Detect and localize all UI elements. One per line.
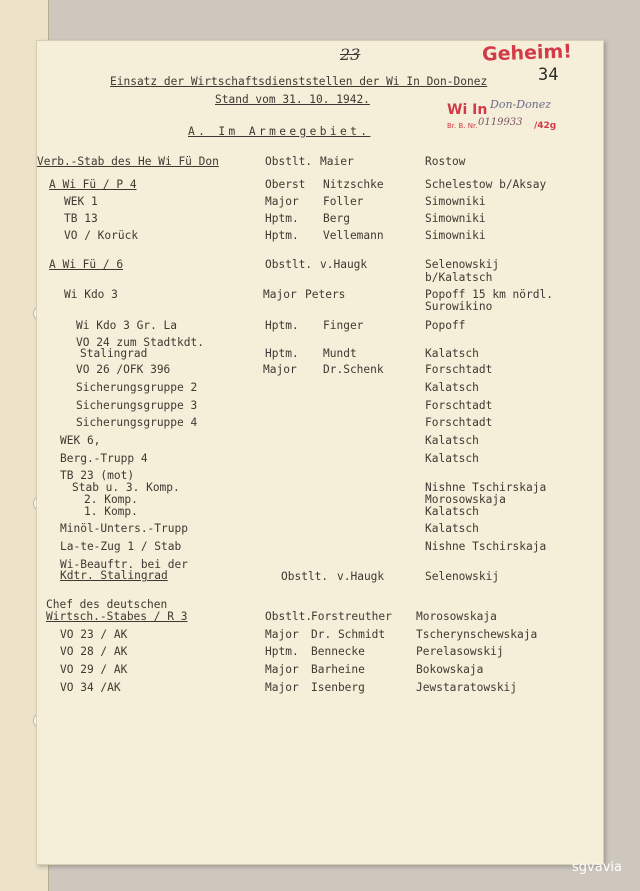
- row-rank: Hptm.: [265, 319, 299, 332]
- row-location: Jewstaratowskij: [416, 681, 518, 694]
- row-unit: La-te-Zug 1 / Stab: [60, 540, 182, 553]
- row-unit-line2: Stalingrad: [80, 347, 148, 360]
- row-unit: Wi Kdo 3: [64, 288, 118, 301]
- row-unit: 1. Komp.: [84, 505, 138, 518]
- row-unit: VO 28 / AK: [60, 645, 128, 658]
- row-location: Kalatsch: [425, 434, 479, 447]
- page-number: 34: [538, 65, 559, 85]
- row-location: Schelestow b/Aksay: [425, 178, 547, 191]
- row-unit: VO 29 / AK: [60, 663, 128, 676]
- row-officer-name: Isenberg: [311, 681, 365, 694]
- row-officer-name: Foller: [323, 195, 364, 208]
- row-officer-name: Vellemann: [323, 229, 384, 242]
- row-unit: Chef des deutschen: [46, 598, 168, 611]
- row-rank: Major: [265, 195, 299, 208]
- row-location: Kalatsch: [425, 381, 479, 394]
- row-unit-line2: Kdtr. Stalingrad: [60, 569, 168, 582]
- row-unit: TB 13: [64, 212, 98, 225]
- row-unit: Verb.-Stab des He Wi Fü Don: [37, 155, 219, 168]
- row-location: Simowniki: [425, 229, 486, 242]
- row-officer-name: Mundt: [323, 347, 357, 360]
- row-rank: Major: [265, 628, 299, 641]
- row-location-line2: b/Kalatsch: [425, 271, 493, 284]
- row-location: Kalatsch: [425, 452, 479, 465]
- document-title: Einsatz der Wirtschaftsdienststellen der Wi In Don-Donez: [110, 75, 488, 88]
- registry-number: 0119933: [478, 117, 523, 128]
- row-officer-name: Peters: [305, 288, 346, 301]
- row-unit: TB 23 (mot): [60, 469, 135, 482]
- row-unit: 2. Komp.: [84, 493, 138, 506]
- row-location: Morosowskaja: [416, 610, 497, 623]
- office-stamp: Wi In: [447, 102, 488, 118]
- row-officer-name: Barheine: [311, 663, 365, 676]
- row-officer-name: Maier: [320, 155, 354, 168]
- row-location: Morosowskaja: [425, 493, 506, 506]
- registry-label: Br. B. Nr.: [447, 122, 478, 130]
- row-rank: Hptm.: [265, 229, 299, 242]
- row-location: Forschtadt: [425, 416, 493, 429]
- registry-suffix: /42g: [534, 121, 557, 131]
- row-rank: Major: [265, 681, 299, 694]
- row-unit: VO / Korück: [64, 229, 139, 242]
- secret-stamp: Geheim!: [481, 40, 573, 66]
- row-unit: VO 26 /OFK 396: [76, 363, 171, 376]
- row-officer-name: v.Haugk: [337, 570, 385, 583]
- row-officer-name: Dr.Schenk: [323, 363, 384, 376]
- row-unit: Minöl-Unters.-Trupp: [60, 522, 188, 535]
- row-rank: Hptm.: [265, 645, 299, 658]
- row-location: Kalatsch: [425, 347, 479, 360]
- row-rank: Hptm.: [265, 347, 299, 360]
- document-subtitle: Stand vom 31. 10. 1942.: [215, 93, 370, 106]
- row-location: Bokowskaja: [416, 663, 484, 676]
- row-unit: Stab u. 3. Komp.: [72, 481, 180, 494]
- row-unit: Wi Kdo 3 Gr. La: [76, 319, 178, 332]
- row-rank: Major: [263, 363, 297, 376]
- row-rank: Obstlt.: [265, 155, 313, 168]
- row-location: Kalatsch: [425, 505, 479, 518]
- row-location: Forschtadt: [425, 363, 493, 376]
- row-officer-name: Nitzschke: [323, 178, 384, 191]
- row-location-line2: Surowikino: [425, 300, 493, 313]
- row-rank: Major: [263, 288, 297, 301]
- row-unit: VO 34 /AK: [60, 681, 121, 694]
- row-location: Rostow: [425, 155, 466, 168]
- row-officer-name: Bennecke: [311, 645, 365, 658]
- row-location: Popoff: [425, 319, 466, 332]
- archive-watermark: sgvavia: [572, 860, 622, 875]
- row-unit-line2: Wirtsch.-Stabes / R 3: [46, 610, 188, 623]
- row-location: Simowniki: [425, 195, 486, 208]
- row-rank: Major: [265, 663, 299, 676]
- row-location: Forschtadt: [425, 399, 493, 412]
- row-location: Nishne Tschirskaja: [425, 481, 547, 494]
- row-officer-name: Finger: [323, 319, 364, 332]
- row-unit: VO 24 zum Stadtkdt.: [76, 336, 204, 349]
- row-unit: Sicherungsgruppe 4: [76, 416, 198, 429]
- row-unit: Berg.-Trupp 4: [60, 452, 148, 465]
- row-officer-name: v.Haugk: [320, 258, 368, 271]
- row-officer-name: Dr. Schmidt: [311, 628, 386, 641]
- row-location: Perelasowskij: [416, 645, 504, 658]
- row-rank: Obstlt.: [265, 258, 313, 271]
- row-location: Simowniki: [425, 212, 486, 225]
- row-rank: Obstlt.: [281, 570, 329, 583]
- row-unit: A Wi Fü / P 4: [49, 178, 137, 191]
- office-stamp-handwritten: Don-Donez: [490, 98, 552, 111]
- row-location: Popoff 15 km nördl.: [425, 288, 553, 301]
- row-location: Selenowskij: [425, 258, 500, 271]
- row-location: Nishne Tschirskaja: [425, 540, 547, 553]
- row-unit: Sicherungsgruppe 3: [76, 399, 198, 412]
- section-heading: A. Im Armeegebiet.: [188, 125, 371, 138]
- row-officer-name: Forstreuther: [311, 610, 392, 623]
- row-unit: WEK 6,: [60, 434, 101, 447]
- row-unit: Sicherungsgruppe 2: [76, 381, 198, 394]
- row-rank: Hptm.: [265, 212, 299, 225]
- row-unit: A Wi Fü / 6: [49, 258, 124, 271]
- row-unit: WEK 1: [64, 195, 98, 208]
- row-location: Kalatsch: [425, 522, 479, 535]
- row-unit: Wi-Beauftr. bei der: [60, 558, 188, 571]
- row-location: Tscherynschewskaja: [416, 628, 538, 641]
- row-unit: VO 23 / AK: [60, 628, 128, 641]
- row-location: Selenowskij: [425, 570, 500, 583]
- row-rank: Oberst: [265, 178, 306, 191]
- row-rank: Obstlt.: [265, 610, 313, 623]
- crossed-page-number: 23: [340, 45, 361, 64]
- row-officer-name: Berg: [323, 212, 350, 225]
